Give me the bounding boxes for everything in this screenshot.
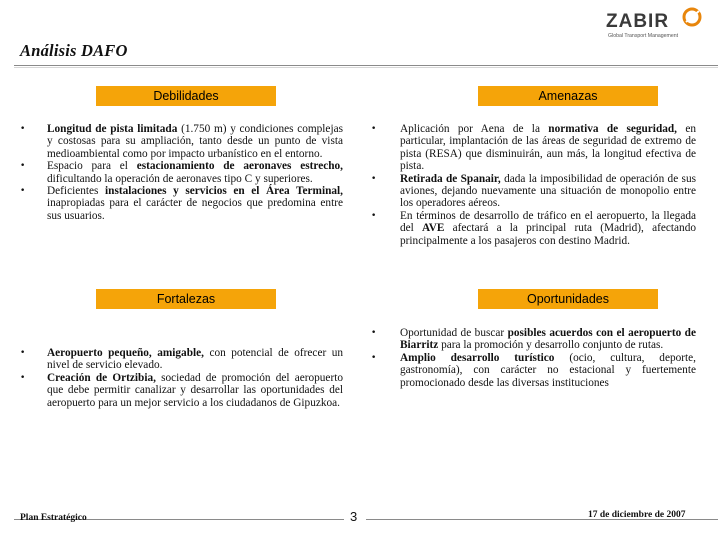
bullet-icon: •	[20, 124, 26, 134]
debilidades-item	[20, 123, 343, 160]
emphasis-text: Creación de Ortzibia,	[47, 371, 156, 384]
body-text: afectará a la principal ruta (Madrid), afectando principalmente a los pasajeros con destino Madrid.	[400, 222, 696, 247]
logo-tagline: Global Transport Management	[608, 33, 679, 39]
body-text: dificultando la operación de aeronaves tipo C y superiores.	[47, 172, 313, 185]
emphasis-text: AVE	[422, 222, 445, 235]
bullet-icon: •	[20, 161, 26, 172]
body-text: En términos de desarrollo de tráfico en el aeropuerto, la llegada del	[400, 209, 696, 235]
body-text: para la promoción y desarrollo conjunto de rutas.	[438, 339, 664, 352]
fortalezas-header: Fortalezas	[96, 289, 276, 309]
body-text: (1.750 m) y condiciones complejas y costosas para su ampliación, tanto desde un punto de vista medioambiental como por impacto urbanístico en el entorno.	[47, 123, 343, 160]
bullet-icon: •	[371, 328, 377, 338]
bullet-icon: •	[20, 348, 26, 358]
amenazas-item	[371, 172, 697, 210]
body-text: Aplicación por Aena de la	[400, 123, 549, 135]
footer-document-name: Plan Estratégico	[20, 513, 87, 523]
logo-wordmark: ZABIR	[606, 11, 670, 32]
body-text: Deficientes	[47, 185, 106, 198]
zabir-logo	[604, 6, 716, 40]
body-text: dada la imposibilidad de operación de sus aviones, dejando nuevamente una situación de monopolio entre los operadores aéreos.	[400, 172, 697, 210]
emphasis-text: instalaciones y servicios en el Área Terminal,	[105, 185, 343, 198]
bullet-icon: •	[20, 372, 26, 383]
body-text: Oportunidad de buscar	[400, 327, 508, 339]
debilidades-header: Debilidades	[96, 86, 276, 106]
emphasis-text: Amplio desarrollo turístico	[400, 351, 555, 364]
bullet-icon: •	[20, 186, 26, 197]
debilidades-item	[20, 185, 343, 222]
bullet-icon: •	[371, 352, 377, 363]
emphasis-text: posibles acuerdos con el aeropuerto de Biarritz	[400, 327, 696, 352]
oportunidades-list	[371, 327, 696, 389]
title-divider-shadow	[14, 67, 718, 68]
title-divider	[14, 65, 718, 66]
amenazas-header: Amenazas	[478, 86, 658, 106]
debilidades-item	[20, 160, 343, 185]
oportunidades-header: Oportunidades	[478, 289, 658, 309]
emphasis-text: Longitud de pista limitada	[47, 123, 178, 135]
body-text: (ocio, cultura, deporte, gastronomía), con carácter no estacional y fuertemente promocionado desde las diversas instituciones	[400, 351, 696, 389]
body-text: inapropiadas para el carácter de negocios que predomina entre sus usuarios.	[47, 197, 343, 222]
body-text: con potencial de ofrecer un nivel de servicio elevado.	[47, 347, 343, 372]
fortalezas-list	[20, 347, 343, 409]
footer-date: 17 de diciembre de 2007	[588, 510, 686, 520]
page-title: Análisis DAFO	[20, 41, 128, 60]
body-text: Espacio para el	[47, 160, 137, 173]
amenazas-item	[371, 209, 696, 247]
bullet-icon: •	[371, 173, 377, 184]
body-text: en particular, implantación de las áreas de seguridad de extremo de pista (RESA) que disminuirán, aun más, la longitud efectiva de pista.	[400, 123, 696, 173]
amenazas-list	[371, 123, 697, 247]
amenazas-item	[371, 123, 696, 173]
bullet-icon: •	[371, 210, 377, 221]
emphasis-text: Retirada de Spanair,	[400, 172, 501, 185]
page-number: 3	[350, 509, 358, 524]
bullet-icon: •	[371, 124, 377, 134]
oportunidades-item	[371, 327, 696, 352]
emphasis-text: Aeropuerto pequeño, amigable,	[47, 347, 204, 359]
emphasis-text: estacionamiento de aeronaves estrecho,	[136, 160, 343, 173]
fortalezas-item	[20, 347, 343, 372]
fortalezas-item	[20, 371, 343, 409]
debilidades-list	[20, 123, 343, 222]
logo-graphic	[604, 6, 716, 40]
body-text: sociedad de promoción del aeropuerto que debe permitir canalizar y desarrollar las oportunidades del aeropuerto para un mejor servicio a los ciudadanos de Gipuzkoa.	[47, 371, 343, 409]
oportunidades-item	[371, 351, 696, 389]
emphasis-text: normativa de seguridad,	[548, 123, 677, 135]
